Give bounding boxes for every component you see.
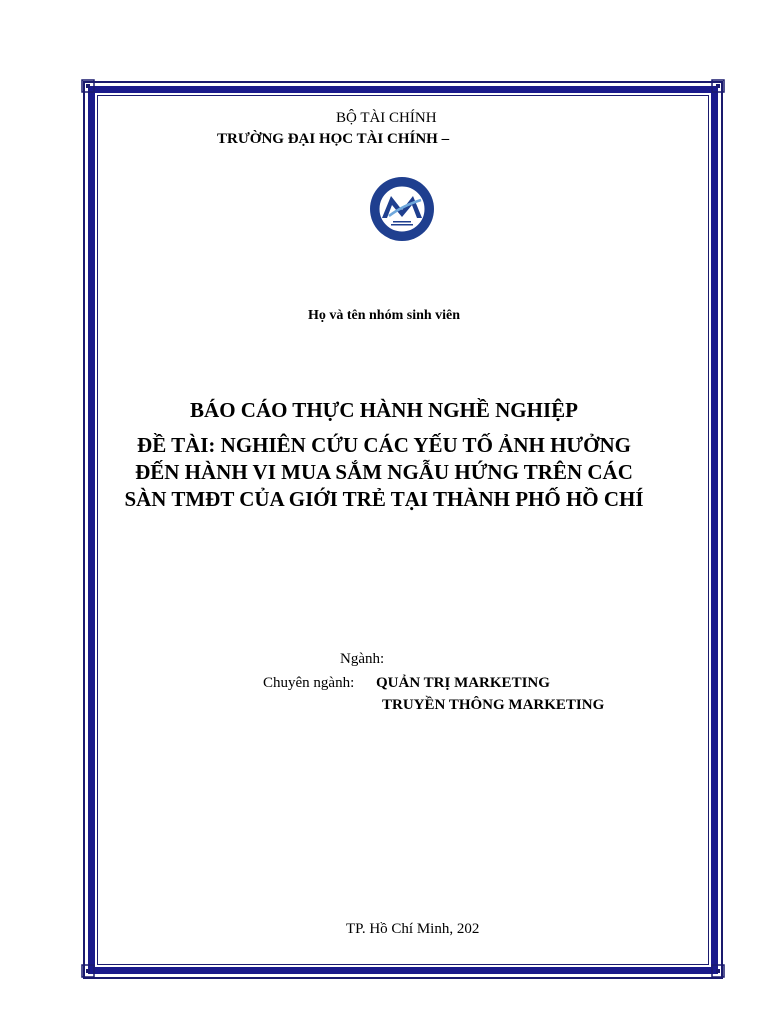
report-type-title: BÁO CÁO THỰC HÀNH NGHỀ NGHIỆP: [190, 398, 578, 422]
corner-ornament-top-right: [711, 79, 725, 93]
topic-line: ĐẾN HÀNH VI MUA SẮM NGẪU HỨNG TRÊN CÁC: [135, 460, 633, 484]
report-topic: [0, 432, 768, 513]
corner-ornament-bottom-right: [711, 964, 725, 978]
student-group-label: Họ và tên nhóm sinh viên: [307, 308, 461, 323]
specialization-value: TRUYỀN THÔNG MARKETING: [382, 697, 605, 713]
corner-ornament-bottom-left: [81, 964, 95, 978]
topic-line: ĐỀ TÀI: NGHIÊN CỨU CÁC YẾU TỐ ẢNH HƯỞNG: [137, 433, 631, 457]
university-logo: [369, 176, 435, 242]
place-and-date: TP. Hồ Chí Minh, 202: [346, 921, 480, 937]
field-label: Ngành:: [340, 651, 385, 667]
corner-ornament-top-left: [81, 79, 95, 93]
topic-line: SÀN TMĐT CỦA GIỚI TRẺ TẠI THÀNH PHỐ HỒ CHÍ: [124, 487, 644, 511]
specialization-label: Chuyên ngành:: [263, 675, 355, 691]
ministry-name: BỘ TÀI CHÍNH: [336, 110, 437, 126]
university-name: TRƯỜNG ĐẠI HỌC TÀI CHÍNH –: [217, 131, 450, 147]
specialization-value: QUẢN TRỊ MARKETING: [376, 675, 550, 691]
